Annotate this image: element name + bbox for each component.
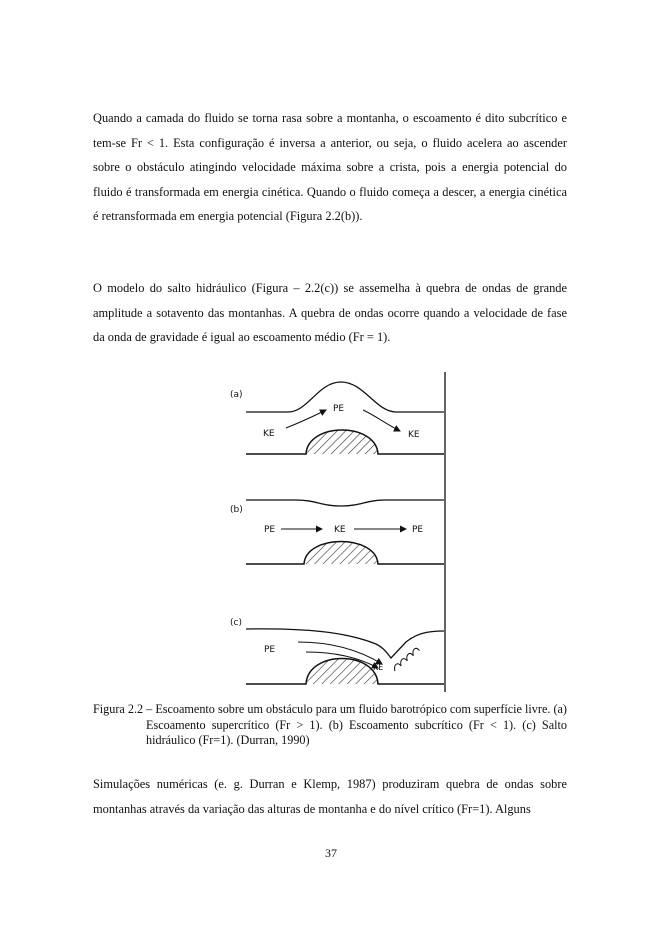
- panel-a-ke-right: KE: [408, 430, 420, 440]
- panel-a-arrow-down: [363, 410, 400, 431]
- paragraph-hydraulic-jump: O modelo do salto hidráulico (Figura – 2.2(c)) se assemelha à quebra de ondas de grande amplitude a sotavento das montanhas. A quebra de ondas ocorre quando a velocidade de fase da onda de gravidade é igual ao escoamento médio (Fr = 1).: [93, 281, 567, 344]
- panel-a-arrow-up: [286, 410, 326, 428]
- panel-a-mountain-hatch: [306, 430, 378, 454]
- panel-b: [230, 500, 444, 564]
- panel-b-tag: (b): [230, 505, 243, 515]
- panel-a: [230, 382, 444, 454]
- panel-a-tag: (a): [230, 390, 243, 400]
- panel-b-ke: KE: [334, 525, 346, 535]
- paragraph-subcritical: Quando a camada do fluido se torna rasa sobre a montanha, o escoamento é dito subcrítico e tem-se Fr < 1. Esta configuração é inversa a anterior, ou seja, o fluido acelera ao ascender sobre o obstáculo atingindo velocidade máxima sobre a crista, pois a energia potencial do fluido é transformada em energia cinética. Quando o fluido começa a descer, a energia cinética é retransformada em energia potencial (Figura 2.2(b)).: [93, 111, 567, 223]
- panel-c-free-surface: [246, 629, 444, 658]
- figure-2-2-flow-diagram: [226, 372, 448, 694]
- panel-a-pe: PE: [333, 404, 345, 414]
- panel-c: [230, 618, 444, 684]
- panel-b-mountain-hatch: [304, 542, 378, 565]
- panel-b-free-surface: [246, 500, 444, 506]
- panel-b-pe: PE: [264, 525, 276, 535]
- panel-c-ke: KE: [373, 663, 384, 672]
- paragraph-numerical-simulations: Simulações numéricas (e. g. Durran e Klemp, 1987) produziram quebra de ondas sobre montanhas através da variação das alturas de montanha e do nível crítico (Fr=1). Alguns: [93, 777, 567, 816]
- panel-a-free-surface: [246, 382, 444, 412]
- figure-caption: Figura 2.2 – Escoamento sobre um obstáculo para um fluido barotrópico com superfície livre. (a) Escoamento supercrítico (Fr > 1). (b) Escoamento subcrítico (Fr < 1). (c) Salto hidráulico (Fr=1). (Durran, 1990): [93, 702, 567, 747]
- panel-c-pe: PE: [264, 645, 276, 655]
- page-number: 37: [325, 846, 337, 860]
- panel-a-ke-left: KE: [263, 429, 275, 439]
- panel-b-pe-right: PE: [412, 525, 424, 535]
- panel-c-tag: (c): [230, 618, 242, 628]
- panel-c-breaking-wave: [392, 647, 419, 671]
